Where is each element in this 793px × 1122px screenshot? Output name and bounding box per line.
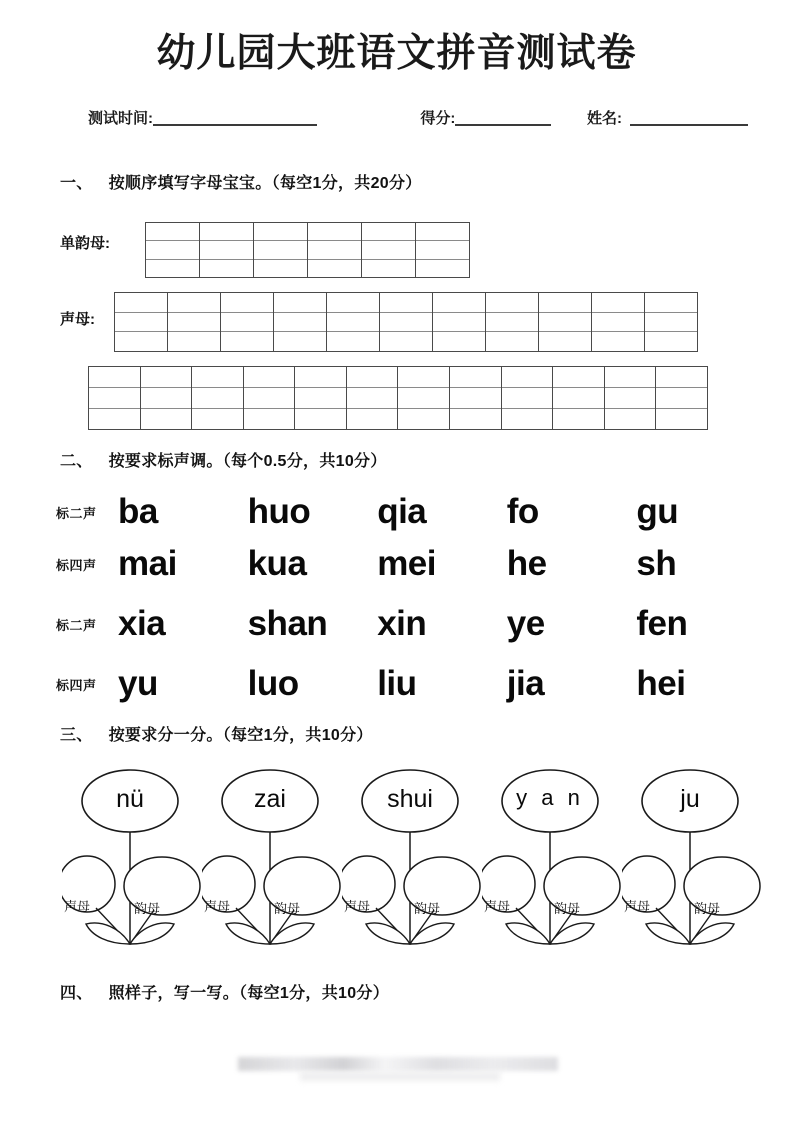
grid-cell[interactable] [308, 241, 361, 259]
grid-cell[interactable] [398, 367, 449, 388]
grid-cell[interactable] [254, 260, 307, 277]
grid-column[interactable] [89, 367, 141, 429]
tone-syllable-list [118, 664, 766, 704]
grid-cell[interactable] [416, 241, 469, 259]
grid-cell[interactable] [450, 388, 501, 409]
field-name-input[interactable] [630, 109, 748, 126]
grid-column[interactable] [553, 367, 605, 429]
flower-label-shengmu: 声母 [344, 899, 371, 914]
flower-diagram-group [62, 768, 762, 958]
grid-cell[interactable] [244, 388, 295, 409]
grid-cell[interactable] [146, 241, 199, 259]
grid-cell[interactable] [141, 388, 192, 409]
grid-cell[interactable] [605, 388, 656, 409]
grid-cell[interactable] [539, 293, 591, 313]
tone-syllable[interactable]: ba [118, 492, 158, 531]
grid-cell[interactable] [553, 367, 604, 388]
flower-label-shengmu: 声母 [624, 899, 651, 914]
field-score-input[interactable] [455, 109, 551, 126]
section-1-heading [60, 170, 422, 193]
grid-cell[interactable] [433, 293, 485, 313]
grid-column[interactable] [327, 293, 380, 351]
tone-syllable[interactable]: fo [506, 492, 539, 531]
grid-cell[interactable] [347, 388, 398, 409]
grid-cell[interactable] [592, 293, 644, 313]
grid-column[interactable] [416, 223, 469, 277]
grid-cell[interactable] [295, 388, 346, 409]
grid-cell[interactable] [274, 313, 326, 333]
grid-column[interactable] [656, 367, 707, 429]
grid-cell[interactable] [486, 332, 538, 351]
tone-row-4 [56, 658, 766, 710]
grid-cell[interactable] [553, 409, 604, 429]
grid-cell[interactable] [398, 388, 449, 409]
grid-cell[interactable] [592, 332, 644, 351]
section-4-title: 照样子，写一写。（每空1分，共10分） [108, 985, 390, 1002]
field-name [587, 109, 748, 126]
section-3-number: 三、 [60, 727, 93, 744]
tone-syllable[interactable]: hei [636, 664, 686, 703]
grid-cell[interactable] [502, 409, 553, 429]
tone-syllable[interactable]: liu [377, 664, 417, 703]
tone-syllable-list [118, 544, 766, 584]
tone-syllable[interactable]: gu [636, 492, 679, 531]
flower-label-yunmu: 韵母 [694, 901, 721, 916]
grid-cell[interactable] [89, 367, 140, 388]
section-2-number: 二、 [60, 453, 93, 470]
grid-cell[interactable] [115, 313, 167, 333]
grid-cell[interactable] [244, 409, 295, 429]
grid-cell[interactable] [200, 241, 253, 259]
grid-cell[interactable] [168, 313, 220, 333]
field-score [420, 109, 551, 126]
flower-syllable: zai [254, 785, 286, 813]
grid-column[interactable] [645, 293, 697, 351]
grid-cell[interactable] [433, 313, 485, 333]
grid-column[interactable] [115, 293, 168, 351]
flower-diagram [622, 768, 762, 958]
grid-cell[interactable] [89, 388, 140, 409]
tone-row-label: 标四声 [56, 677, 97, 693]
grid-cell[interactable] [362, 260, 415, 277]
grid-cell[interactable] [362, 241, 415, 259]
redacted-watermark-bar [238, 1057, 558, 1071]
grid-column[interactable] [308, 223, 362, 277]
flower-label-yunmu: 韵母 [554, 901, 581, 916]
tone-row-label: 标二声 [56, 505, 97, 521]
tone-syllable[interactable]: mai [118, 544, 177, 583]
tone-syllable[interactable]: luo [247, 664, 299, 703]
grid-column[interactable] [146, 223, 200, 277]
grid-cell[interactable] [254, 241, 307, 259]
grid-cell[interactable] [192, 409, 243, 429]
tone-syllable[interactable]: qia [377, 492, 427, 531]
grid-cell[interactable] [539, 332, 591, 351]
flower-syllable: nü [116, 785, 144, 813]
grid-column[interactable] [254, 223, 308, 277]
flower-label-yunmu: 韵母 [134, 901, 161, 916]
grid-cell[interactable] [592, 313, 644, 333]
section-1-number: 一、 [60, 175, 93, 192]
grid-column[interactable] [450, 367, 502, 429]
tone-syllable[interactable]: yu [118, 664, 158, 703]
grid-cell[interactable] [274, 293, 326, 313]
tone-syllable[interactable]: shan [247, 604, 328, 643]
flower-syllable: ju [680, 785, 700, 813]
grid-column[interactable] [295, 367, 347, 429]
tone-syllable[interactable]: kua [247, 544, 307, 583]
section-1-title: 按顺序填写字母宝宝。（每空1分，共20分） [108, 175, 422, 192]
grid-cell[interactable] [362, 223, 415, 241]
tone-row-2 [56, 538, 766, 590]
section-4-heading [60, 980, 389, 1003]
grid-cell[interactable] [146, 260, 199, 277]
grid-cell[interactable] [645, 293, 697, 313]
grid-cell[interactable] [221, 332, 273, 351]
grid-cell[interactable] [416, 260, 469, 277]
section-2-heading [60, 448, 387, 471]
grid-cell[interactable] [656, 367, 707, 388]
grid-cell[interactable] [539, 313, 591, 333]
tone-row-label: 标四声 [56, 557, 97, 573]
section-3-title: 按要求分一分。（每空1分，共10分） [108, 727, 373, 744]
grid-shengmu[interactable] [114, 292, 698, 352]
redacted-watermark-bar-secondary [300, 1072, 500, 1081]
grid-column[interactable] [244, 367, 296, 429]
tone-syllable[interactable]: sh [636, 544, 677, 583]
grid-cell[interactable] [221, 313, 273, 333]
grid-cell[interactable] [502, 367, 553, 388]
grid-cell[interactable] [656, 388, 707, 409]
tone-syllable[interactable]: mei [377, 544, 436, 583]
grid-cell[interactable] [347, 367, 398, 388]
grid-column[interactable] [502, 367, 554, 429]
grid-cell[interactable] [308, 223, 361, 241]
section-3-heading [60, 722, 373, 745]
grid-cell[interactable] [656, 409, 707, 429]
grid-column[interactable] [141, 367, 193, 429]
grid-cell[interactable] [295, 367, 346, 388]
grid-cell[interactable] [486, 313, 538, 333]
flower-syllable: y a n [516, 785, 584, 810]
grid-cell[interactable] [146, 223, 199, 241]
grid-cell[interactable] [605, 367, 656, 388]
grid-column[interactable] [200, 223, 254, 277]
grid-label-danyunmu: 单韵母: [60, 235, 110, 252]
grid-cell[interactable] [308, 260, 361, 277]
grid-cell[interactable] [450, 367, 501, 388]
grid-cell[interactable] [433, 332, 485, 351]
grid-column[interactable] [433, 293, 486, 351]
grid-column[interactable] [221, 293, 274, 351]
grid-cell[interactable] [89, 409, 140, 429]
grid-cell[interactable] [486, 293, 538, 313]
grid-cell[interactable] [327, 332, 379, 351]
tone-syllable[interactable]: he [506, 544, 547, 583]
grid-cell[interactable] [200, 223, 253, 241]
grid-column[interactable] [398, 367, 450, 429]
grid-cell[interactable] [327, 293, 379, 313]
grid-column[interactable] [592, 293, 645, 351]
flower-syllable: shui [387, 785, 433, 813]
grid-label-shengmu: 声母: [60, 311, 95, 328]
tone-syllable[interactable]: huo [247, 492, 311, 531]
field-score-label: 得分: [420, 110, 456, 127]
grid-cell[interactable] [141, 367, 192, 388]
tone-syllable[interactable]: fen [636, 604, 688, 643]
grid-cell[interactable] [380, 313, 432, 333]
grid-cell[interactable] [192, 367, 243, 388]
section-2-title: 按要求标声调。（每个0.5分，共10分） [108, 453, 387, 470]
field-test-time-label: 测试时间: [88, 110, 153, 127]
grid-column[interactable] [168, 293, 221, 351]
grid-cell[interactable] [168, 293, 220, 313]
grid-third[interactable] [88, 366, 708, 430]
flower-label-shengmu: 声母 [204, 899, 231, 914]
grid-cell[interactable] [168, 332, 220, 351]
flower-label-shengmu: 声母 [484, 899, 511, 914]
grid-column[interactable] [605, 367, 657, 429]
tone-row-1 [56, 486, 766, 538]
grid-column[interactable] [362, 223, 416, 277]
grid-cell[interactable] [380, 332, 432, 351]
grid-column[interactable] [486, 293, 539, 351]
grid-cell[interactable] [254, 223, 307, 241]
flower-label-shengmu: 声母 [64, 899, 91, 914]
page-title: 幼儿园大班语文拼音测试卷 [156, 30, 637, 76]
flower-diagram [202, 768, 342, 958]
tone-syllable-list [118, 492, 766, 532]
grid-column[interactable] [380, 293, 433, 351]
grid-column[interactable] [192, 367, 244, 429]
grid-cell[interactable] [450, 409, 501, 429]
tone-syllable[interactable]: ye [506, 604, 545, 643]
grid-cell[interactable] [200, 260, 253, 277]
grid-cell[interactable] [398, 409, 449, 429]
tone-syllable[interactable]: xia [118, 604, 166, 643]
field-name-label: 姓名: [587, 110, 622, 127]
grid-column[interactable] [539, 293, 592, 351]
grid-cell[interactable] [221, 293, 273, 313]
grid-cell[interactable] [295, 409, 346, 429]
grid-cell[interactable] [327, 313, 379, 333]
flower-diagram [62, 768, 202, 958]
tone-row-3 [56, 598, 766, 650]
grid-cell[interactable] [605, 409, 656, 429]
grid-column[interactable] [274, 293, 327, 351]
tone-row-label: 标二声 [56, 617, 97, 633]
grid-cell[interactable] [115, 332, 167, 351]
grid-cell[interactable] [192, 388, 243, 409]
grid-cell[interactable] [645, 332, 697, 351]
flower-diagram [482, 768, 622, 958]
header-fields [88, 100, 748, 126]
flower-label-yunmu: 韵母 [414, 901, 441, 916]
grid-cell[interactable] [380, 293, 432, 313]
grid-cell[interactable] [416, 223, 469, 241]
grid-danyunmu[interactable] [145, 222, 470, 278]
grid-cell[interactable] [645, 313, 697, 333]
flower-diagram [342, 768, 482, 958]
tone-syllable-list [118, 604, 766, 644]
field-test-time-input[interactable] [153, 109, 317, 126]
section-4-number: 四、 [60, 985, 93, 1002]
tone-syllable[interactable]: jia [506, 664, 545, 703]
grid-cell[interactable] [274, 332, 326, 351]
flower-label-yunmu: 韵母 [274, 901, 301, 916]
grid-column[interactable] [347, 367, 399, 429]
grid-cell[interactable] [141, 409, 192, 429]
grid-cell[interactable] [502, 388, 553, 409]
tone-syllable[interactable]: xin [377, 604, 427, 643]
grid-cell[interactable] [553, 388, 604, 409]
grid-cell[interactable] [244, 367, 295, 388]
grid-cell[interactable] [115, 293, 167, 313]
grid-cell[interactable] [347, 409, 398, 429]
field-test-time [88, 109, 317, 126]
